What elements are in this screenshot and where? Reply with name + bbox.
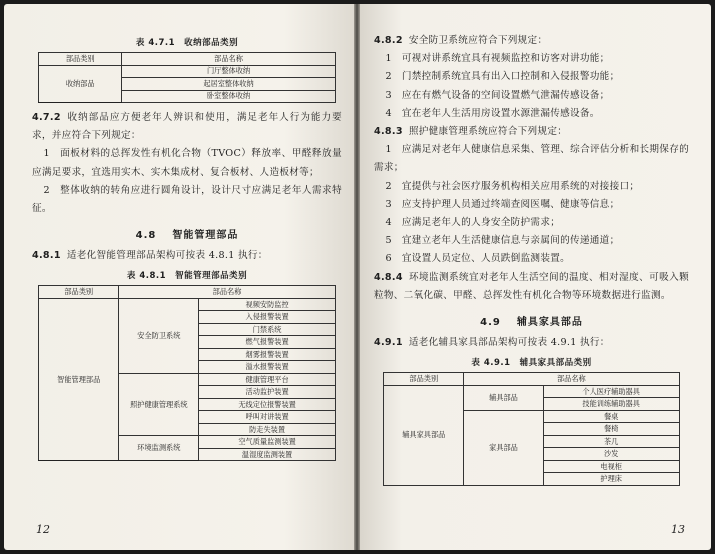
- clause-text: 收纳部品应方便老年人辨识和使用，满足老年人行为能力要求，并应符合下列规定：: [32, 112, 342, 142]
- table-cell-item: 呼叫对讲装置: [199, 411, 335, 424]
- table-cell-group: 家具部品: [464, 410, 544, 485]
- table-cell-item: 个人医疗辅助器具: [543, 385, 679, 398]
- clause-item: 2 整体收纳的转角应进行圆角设计，设计尺寸应满足老年人需求特征。: [32, 184, 342, 215]
- table-cell-group: 照护健康管理系统: [119, 373, 199, 436]
- table-cell-group: 辅具部品: [464, 385, 544, 410]
- table-cell-item: 活动监护装置: [199, 386, 335, 399]
- table-cell-item: 温湿度监测装置: [199, 448, 335, 461]
- table-header-name: 部品名称: [122, 53, 336, 66]
- section-title: 智能管理部品: [172, 230, 239, 242]
- table-cell-item: 门厅整体收纳: [122, 65, 336, 78]
- clause-text: 环境监测系统宜对老年人生活空间的温度、相对湿度、可吸入颗粒物、二氧化碳、甲醛、总挥发性有机化合物等环境数据进行监测。: [374, 271, 689, 301]
- clause-text: 照护健康管理系统应符合下列规定：: [408, 126, 568, 138]
- clause-number: 4.8.3: [374, 126, 403, 138]
- section-number: 4.9: [480, 317, 501, 329]
- table-cell-item: 防走失装置: [199, 423, 335, 436]
- clause-item: 4 宜在老年人生活用房设置水源泄漏传感设备。: [385, 107, 600, 119]
- table-4-7-1: [38, 52, 336, 103]
- table-cell-item: 烟雾报警装置: [199, 348, 335, 361]
- table-header-name: 部品名称: [119, 286, 336, 299]
- clause-number: 4.8.1: [32, 250, 61, 262]
- clause-item: 4 应满足老年人的人身安全防护需求；: [385, 217, 561, 229]
- clause-4-8-1: [32, 247, 342, 265]
- clause-number: 4.9.1: [374, 337, 403, 349]
- table-cell-item: 门禁系统: [199, 323, 335, 336]
- table-cell-item: 护理床: [543, 473, 679, 486]
- table-cell-item: 技能训练辅助器具: [543, 398, 679, 411]
- clause-text: 适老化辅具家具部品架构可按表 4.9.1 执行：: [408, 337, 610, 349]
- table-header-category: 部品类别: [39, 53, 122, 66]
- clause-item: 5 宜建立老年人生活健康信息与亲属间的传递通道；: [385, 235, 620, 247]
- table-cell-item: 视频安防监控: [199, 298, 335, 311]
- section-heading-4-8: [32, 226, 342, 241]
- table-cell-group: 安全防卫系统: [119, 298, 199, 373]
- table-4-9-1: [383, 372, 679, 486]
- table-4-8-1-caption: 表 4.8.1 智能管理部品类别: [126, 271, 248, 282]
- table-cell-group: 环境监测系统: [119, 436, 199, 461]
- table-cell-item: 健康管理平台: [199, 373, 335, 386]
- clause-text: 安全防卫系统应符合下列规定：: [408, 35, 548, 46]
- clause-4-8-3: [374, 123, 689, 141]
- table-header-category: 部品类别: [384, 373, 464, 386]
- table-header-name: 部品名称: [464, 373, 679, 386]
- table-4-9-1-caption: 表 4.9.1 辅具家具部品类别: [471, 358, 592, 369]
- clause-number: 4.8.2: [374, 35, 403, 46]
- table-cell-item: 茶几: [543, 435, 679, 448]
- clause-number: 4.8.4: [374, 271, 403, 283]
- clause-4-8-4: [374, 269, 689, 305]
- table-cell-item: 入侵报警装置: [199, 311, 335, 324]
- section-number: 4.8: [135, 230, 157, 242]
- clause-item: 2 门禁控制系统宜具有出入口控制和入侵报警功能；: [385, 71, 620, 83]
- clause-item: 6 宜设置人员定位、人员跌倒监测装置。: [385, 253, 571, 265]
- section-heading-4-9: [374, 313, 689, 328]
- page-number: 12: [36, 523, 50, 536]
- clause-item: 3 应支持护理人员通过终端查阅医嘱、健康等信息；: [385, 198, 620, 210]
- table-header-category: 部品类别: [39, 286, 119, 299]
- table-cell-category: 收纳部品: [39, 65, 122, 103]
- table-cell-item: 空气质量监测装置: [199, 436, 335, 449]
- section-title: 辅具家具部品: [516, 317, 583, 329]
- table-cell-item: 电视柜: [543, 460, 679, 473]
- right-page: [360, 4, 711, 550]
- clause-item: 1 面板材料的总挥发性有机化合物（TVOC）释放率、甲醛释放量应满足要求，宜选用实木、实木集成材、复合板材、人造板材等；: [32, 148, 342, 178]
- clause-4-7-2: [32, 109, 342, 145]
- clause-item: 1 可视对讲系统宜具有视频监控和访客对讲功能；: [385, 53, 610, 65]
- clause-item: 1 应满足对老年人健康信息采集、管理、综合评估分析和长期保存的需求；: [374, 144, 689, 174]
- clause-4-9-1: [374, 334, 689, 352]
- table-cell-item: 餐桌: [543, 410, 679, 423]
- table-cell-category: 辅具家具部品: [384, 385, 464, 485]
- clause-item: 2 宜提供与社会医疗服务机构相关应用系统的对接接口；: [385, 180, 640, 192]
- clause-text: 适老化智能管理部品架构可按表 4.8.1 执行：: [66, 250, 268, 262]
- table-cell-item: 卧室整体收纳: [122, 90, 336, 103]
- page-number: 13: [671, 523, 685, 536]
- table-cell-category: 智能管理部品: [39, 298, 119, 461]
- clause-item: 3 应在有燃气设备的空间设置燃气泄漏传感设备；: [385, 89, 610, 101]
- table-cell-item: 沙发: [543, 448, 679, 461]
- left-page: [4, 4, 354, 550]
- table-cell-item: 无线定位报警装置: [199, 398, 335, 411]
- clause-4-8-2: [374, 32, 689, 50]
- table-4-7-1-caption: 表 4.7.1 收纳部品类别: [135, 38, 239, 48]
- table-cell-item: 燃气报警装置: [199, 336, 335, 349]
- table-cell-item: 餐椅: [543, 423, 679, 436]
- clause-number: 4.7.2: [32, 112, 61, 123]
- table-4-8-1: [38, 285, 336, 461]
- table-cell-item: 起居室整体收纳: [122, 78, 336, 91]
- table-cell-item: 溢水报警装置: [199, 361, 335, 374]
